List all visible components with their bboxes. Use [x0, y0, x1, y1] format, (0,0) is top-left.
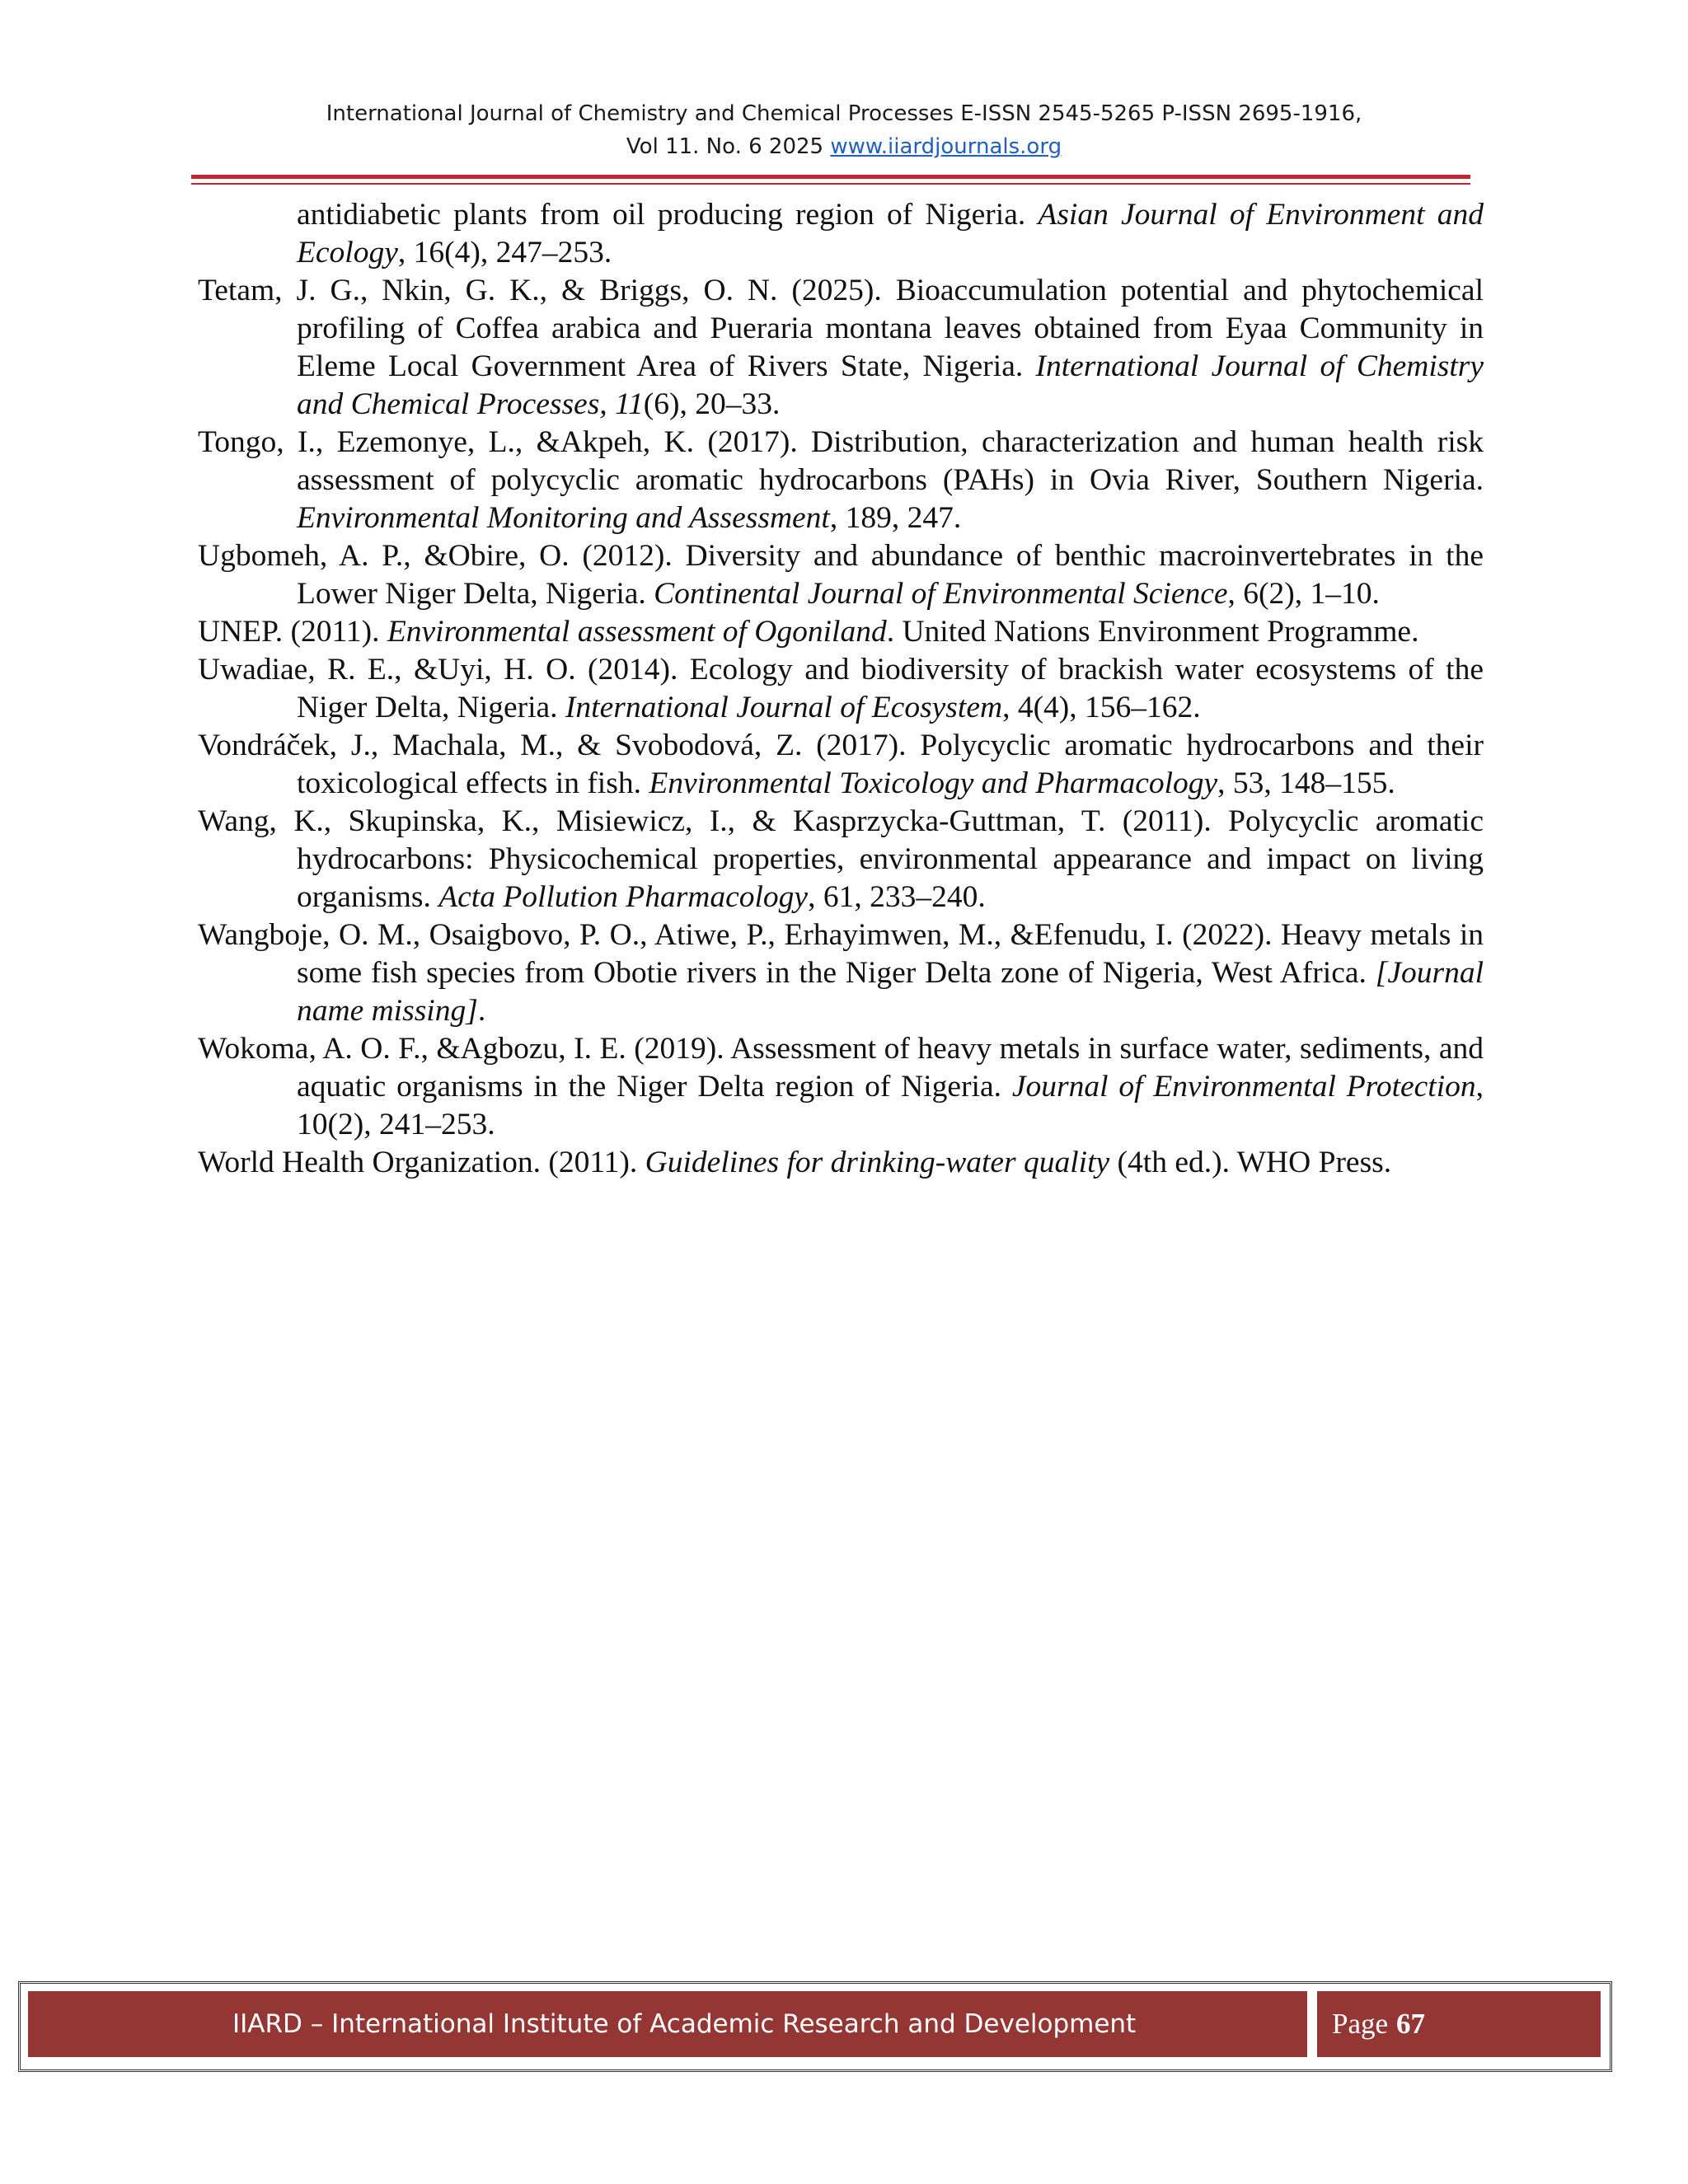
reference-entry: Wang, K., Skupinska, K., Misiewicz, I., & Kasprzycka-Guttman, T. (2011). Polycyclic aromatic hydrocarbons: Physicochemical properties, environmental appearance and impact on living organisms. Acta Pollution Pharmacology, 61, 233–240.: [198, 804, 1484, 914]
page-number: 67: [1396, 2008, 1426, 2040]
page-label: Page: [1332, 2008, 1389, 2040]
reference-entry: antidiabetic plants from oil producing region of Nigeria. Asian Journal of Environment and Ecology, 16(4), 247–253.: [297, 198, 1484, 269]
footer-institute-name: IIARD – International Institute of Academic Research and Development: [232, 2009, 1137, 2039]
journal-info-line: International Journal of Chemistry and Chemical Processes E-ISSN 2545-5265 P-ISSN 2695-1916,: [326, 101, 1362, 126]
volume-issue: Vol 11. No. 6 2025: [626, 134, 824, 159]
reference-entry: Ugbomeh, A. P., &Obire, O. (2012). Diversity and abundance of benthic macroinvertebrates in the Lower Niger Delta, Nigeria. Continental Journal of Environmental Science, 6(2), 1–10.: [198, 539, 1484, 611]
reference-entry: Wangboje, O. M., Osaigbovo, P. O., Atiwe, P., Erhayimwen, M., &Efenudu, I. (2022). Heavy metals in some fish species from Obotie rivers in the Niger Delta zone of Nigeria, West Africa. [Journal name missing].: [198, 918, 1484, 1028]
reference-entry: Uwadiae, R. E., &Uyi, H. O. (2014). Ecology and biodiversity of brackish water ecosystems of the Niger Delta, Nigeria. International Journal of Ecosystem, 4(4), 156–162.: [198, 653, 1484, 724]
reference-list: [198, 196, 1484, 1182]
reference-entry: Tetam, J. G., Nkin, G. K., & Briggs, O. N. (2025). Bioaccumulation potential and phytochemical profiling of Coffea arabica and Pueraria montana leaves obtained from Eyaa Community in Eleme Local Government Area of Rivers State, Nigeria. International Journal of Chemistry and Chemical Processes, 11(6), 20–33.: [198, 274, 1484, 421]
reference-entry: Vondráček, J., Machala, M., & Svobodová, Z. (2017). Polycyclic aromatic hydrocarbons and their toxicological effects in fish. Environmental Toxicology and Pharmacology, 53, 148–155.: [198, 729, 1484, 800]
footer-page-box: [1317, 1991, 1601, 2057]
header-rule-thick: [191, 175, 1470, 179]
running-header: [0, 97, 1688, 163]
footer-institute-bar: [28, 1991, 1307, 2057]
reference-entry: World Health Organization. (2011). Guidelines for drinking-water quality (4th ed.). WHO Press.: [198, 1146, 1392, 1179]
volume-line: [0, 130, 1688, 163]
reference-entry: Wokoma, A. O. F., &Agbozu, I. E. (2019). Assessment of heavy metals in surface water, sediments, and aquatic organisms in the Niger Delta region of Nigeria. Journal of Environmental Protection, 10(2), 241–253.: [198, 1032, 1484, 1141]
journal-website-link[interactable]: www.iiardjournals.org: [830, 134, 1062, 159]
reference-entry: Tongo, I., Ezemonye, L., &Akpeh, K. (2017). Distribution, characterization and human health risk assessment of polycyclic aromatic hydrocarbons (PAHs) in Ovia River, Southern Nigeria. Environmental Monitoring and Assessment, 189, 247.: [198, 425, 1484, 535]
reference-entry: UNEP. (2011). Environmental assessment of Ogoniland. United Nations Environment Programme.: [198, 615, 1419, 649]
header-rule-thin: [191, 183, 1470, 185]
